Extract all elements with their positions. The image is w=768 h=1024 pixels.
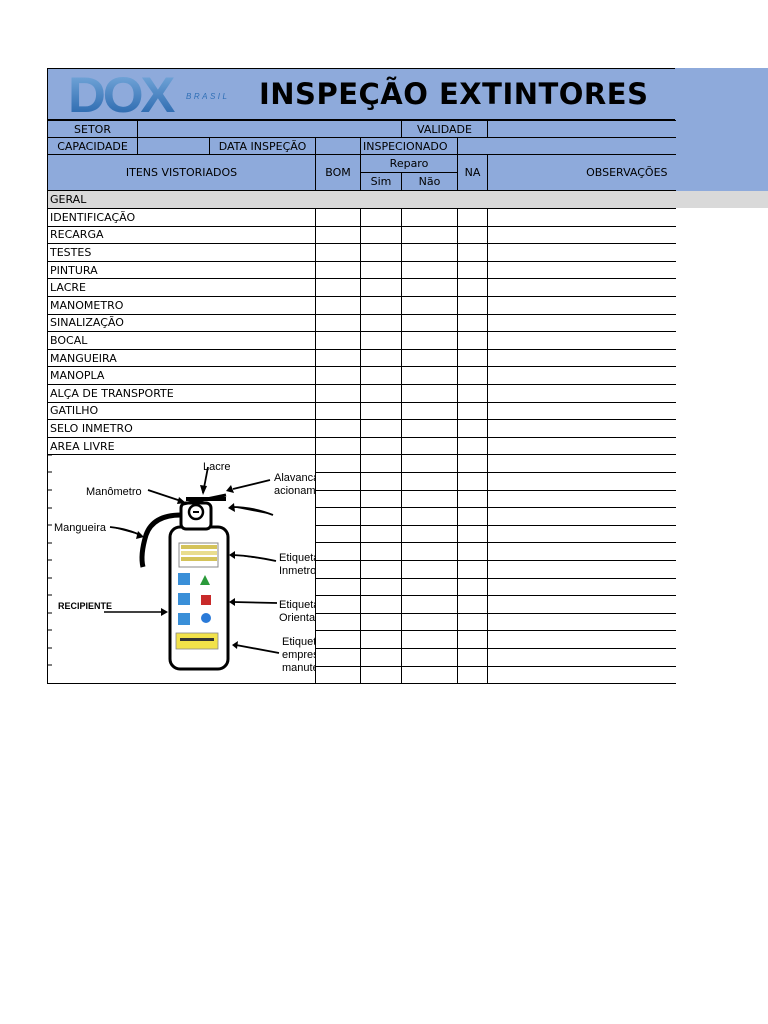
reparo-nao-cell[interactable] <box>402 261 458 279</box>
table-row <box>48 209 676 227</box>
na-cell[interactable] <box>458 279 488 297</box>
bom-cell[interactable] <box>316 613 361 631</box>
section-band-extension <box>675 191 768 208</box>
inspecionado-label: INSPECIONADO <box>361 138 458 155</box>
reparo-nao-cell[interactable] <box>402 226 458 244</box>
reparo-nao-cell[interactable] <box>402 314 458 332</box>
table-row <box>48 261 676 279</box>
reparo-nao-cell[interactable] <box>402 490 458 508</box>
validade-label: VALIDADE <box>402 121 488 138</box>
observacoes-cell[interactable] <box>488 297 676 315</box>
reparo-nao-cell[interactable] <box>402 209 458 227</box>
form-fields <box>47 120 676 191</box>
setor-label: SETOR <box>48 121 138 138</box>
reparo-nao-cell[interactable] <box>402 596 458 614</box>
col-header-sim: Sim <box>361 173 402 191</box>
bom-cell[interactable] <box>316 490 361 508</box>
table-row <box>48 455 676 473</box>
reparo-nao-cell[interactable] <box>402 402 458 420</box>
col-header-na: NA <box>458 155 488 191</box>
reparo-sim-cell[interactable] <box>361 349 402 367</box>
section-label: GERAL <box>48 191 676 209</box>
bom-cell[interactable] <box>316 385 361 403</box>
observacoes-cell[interactable] <box>488 209 676 227</box>
label-etiqueta-emp-2: empresa de <box>282 649 341 662</box>
col-header-nao: Não <box>402 173 458 191</box>
bom-cell[interactable] <box>316 473 361 491</box>
setor-field[interactable] <box>138 121 402 138</box>
reparo-nao-cell[interactable] <box>402 613 458 631</box>
observacoes-cell[interactable] <box>488 543 676 561</box>
observacoes-cell[interactable] <box>488 420 676 438</box>
label-recipiente: RECIPIENTE <box>58 601 113 612</box>
na-cell[interactable] <box>458 385 488 403</box>
item-name: RECARGA <box>48 226 316 244</box>
label-alavanca-1: Alavanca de <box>274 472 335 485</box>
header-band-extension <box>675 68 768 191</box>
item-name: AREA LIVRE <box>48 437 316 455</box>
data-inspecao-field[interactable] <box>316 138 361 155</box>
observacoes-cell[interactable] <box>488 349 676 367</box>
label-lacre: Lacre <box>203 461 231 474</box>
bom-cell[interactable] <box>316 244 361 262</box>
reparo-nao-cell[interactable] <box>402 508 458 526</box>
item-name: SELO INMETRO <box>48 420 316 438</box>
reparo-nao-cell[interactable] <box>402 543 458 561</box>
bom-cell[interactable] <box>316 402 361 420</box>
na-cell[interactable] <box>458 314 488 332</box>
reparo-nao-cell[interactable] <box>402 473 458 491</box>
table-row <box>48 402 676 420</box>
col-header-bom: BOM <box>316 155 361 191</box>
reparo-nao-cell[interactable] <box>402 437 458 455</box>
data-inspecao-label: DATA INSPEÇÃO <box>210 138 316 155</box>
label-alavanca-2: acionamento <box>274 485 337 498</box>
bom-cell[interactable] <box>316 314 361 332</box>
table-row <box>48 367 676 385</box>
label-mangueira: Mangueira <box>54 522 106 535</box>
extinguisher-diagram <box>48 455 343 683</box>
reparo-sim-cell[interactable] <box>361 420 402 438</box>
page-title: INSPEÇÃO EXTINTORES <box>259 77 649 111</box>
reparo-sim-cell[interactable] <box>361 473 402 491</box>
bom-cell[interactable] <box>316 437 361 455</box>
na-cell[interactable] <box>458 437 488 455</box>
bom-cell[interactable] <box>316 297 361 315</box>
inspecionado-field[interactable] <box>458 138 676 155</box>
item-name: MANOMETRO <box>48 297 316 315</box>
na-cell[interactable] <box>458 226 488 244</box>
reparo-nao-cell[interactable] <box>402 385 458 403</box>
bom-cell[interactable] <box>316 596 361 614</box>
item-name: ALÇA DE TRANSPORTE <box>48 385 316 403</box>
reparo-nao-cell[interactable] <box>402 244 458 262</box>
reparo-nao-cell[interactable] <box>402 560 458 578</box>
section-row <box>48 191 676 209</box>
na-cell[interactable] <box>458 349 488 367</box>
item-name: PINTURA <box>48 261 316 279</box>
item-name: LACRE <box>48 279 316 297</box>
reparo-nao-cell[interactable] <box>402 578 458 596</box>
item-name: MANOPLA <box>48 367 316 385</box>
na-cell[interactable] <box>458 402 488 420</box>
na-cell[interactable] <box>458 666 488 684</box>
reparo-sim-cell[interactable] <box>361 455 402 473</box>
na-cell[interactable] <box>458 560 488 578</box>
inspection-sheet <box>47 68 675 684</box>
extinguisher-diagram-cell <box>48 455 343 684</box>
label-etiqueta-emp-3: manutenção <box>282 662 343 675</box>
table-row <box>48 297 676 315</box>
col-header-observacoes: OBSERVAÇÕES <box>488 155 676 191</box>
reparo-sim-cell[interactable] <box>361 367 402 385</box>
observacoes-cell[interactable] <box>488 648 676 666</box>
na-cell[interactable] <box>458 261 488 279</box>
observacoes-cell[interactable] <box>488 367 676 385</box>
reparo-sim-cell[interactable] <box>361 385 402 403</box>
item-name: BOCAL <box>48 332 316 350</box>
reparo-sim-cell[interactable] <box>361 490 402 508</box>
table-row <box>48 420 676 438</box>
reparo-nao-cell[interactable] <box>402 666 458 684</box>
logo-wordmark: DOX <box>68 72 173 118</box>
bom-cell[interactable] <box>316 261 361 279</box>
reparo-nao-cell[interactable] <box>402 525 458 543</box>
observacoes-cell[interactable] <box>488 525 676 543</box>
observacoes-cell[interactable] <box>488 402 676 420</box>
reparo-sim-cell[interactable] <box>361 437 402 455</box>
observacoes-cell[interactable] <box>488 226 676 244</box>
observacoes-cell[interactable] <box>488 261 676 279</box>
na-cell[interactable] <box>458 613 488 631</box>
na-cell[interactable] <box>458 244 488 262</box>
label-etiqueta-inmetro-2: Inmetro <box>279 565 317 578</box>
form-header <box>47 68 675 120</box>
observacoes-cell[interactable] <box>488 613 676 631</box>
reparo-sim-cell[interactable] <box>361 543 402 561</box>
table-row <box>48 385 676 403</box>
table-row <box>48 349 676 367</box>
col-header-reparo: Reparo <box>361 155 458 173</box>
na-cell[interactable] <box>458 209 488 227</box>
label-etiqueta-inmetro-1: Etiqueta do <box>279 552 335 565</box>
bom-cell[interactable] <box>316 525 361 543</box>
observacoes-cell[interactable] <box>488 244 676 262</box>
bom-cell[interactable] <box>316 226 361 244</box>
col-header-itens: ITENS VISTORIADOS <box>48 155 316 191</box>
reparo-sim-cell[interactable] <box>361 525 402 543</box>
reparo-nao-cell[interactable] <box>402 455 458 473</box>
capacidade-field[interactable] <box>138 138 210 155</box>
bom-cell[interactable] <box>316 666 361 684</box>
observacoes-cell[interactable] <box>488 437 676 455</box>
reparo-sim-cell[interactable] <box>361 508 402 526</box>
table-row <box>48 226 676 244</box>
items-table <box>47 191 676 684</box>
table-row <box>48 244 676 262</box>
observacoes-cell[interactable] <box>488 560 676 578</box>
reparo-sim-cell[interactable] <box>361 244 402 262</box>
label-etiqueta-orient-1: Etiqueta de <box>279 599 335 612</box>
label-etiqueta-orient-2: Orientação <box>279 612 333 625</box>
na-cell[interactable] <box>458 525 488 543</box>
bom-cell[interactable] <box>316 631 361 649</box>
reparo-sim-cell[interactable] <box>361 279 402 297</box>
logo-subtitle: BRASIL <box>186 92 230 101</box>
reparo-sim-cell[interactable] <box>361 648 402 666</box>
bom-cell[interactable] <box>316 455 361 473</box>
reparo-nao-cell[interactable] <box>402 648 458 666</box>
table-row <box>48 279 676 297</box>
table-row <box>48 437 676 455</box>
observacoes-cell[interactable] <box>488 666 676 684</box>
reparo-sim-cell[interactable] <box>361 613 402 631</box>
bom-cell[interactable] <box>316 560 361 578</box>
na-cell[interactable] <box>458 420 488 438</box>
na-cell[interactable] <box>458 367 488 385</box>
na-cell[interactable] <box>458 297 488 315</box>
table-row <box>48 314 676 332</box>
na-cell[interactable] <box>458 508 488 526</box>
validade-field[interactable] <box>488 121 676 138</box>
reparo-nao-cell[interactable] <box>402 631 458 649</box>
observacoes-cell[interactable] <box>488 490 676 508</box>
na-cell[interactable] <box>458 596 488 614</box>
reparo-sim-cell[interactable] <box>361 261 402 279</box>
reparo-nao-cell[interactable] <box>402 367 458 385</box>
bom-cell[interactable] <box>316 508 361 526</box>
label-etiqueta-emp-1: Etiqueta da <box>282 636 338 649</box>
reparo-sim-cell[interactable] <box>361 631 402 649</box>
reparo-sim-cell[interactable] <box>361 666 402 684</box>
reparo-nao-cell[interactable] <box>402 279 458 297</box>
item-name: GATILHO <box>48 402 316 420</box>
observacoes-cell[interactable] <box>488 473 676 491</box>
item-name: IDENTIFICAÇÃO <box>48 209 316 227</box>
reparo-nao-cell[interactable] <box>402 332 458 350</box>
reparo-sim-cell[interactable] <box>361 332 402 350</box>
bom-cell[interactable] <box>316 349 361 367</box>
observacoes-cell[interactable] <box>488 385 676 403</box>
na-cell[interactable] <box>458 543 488 561</box>
bom-cell[interactable] <box>316 543 361 561</box>
table-row <box>48 332 676 350</box>
observacoes-cell[interactable] <box>488 596 676 614</box>
observacoes-cell[interactable] <box>488 578 676 596</box>
bom-cell[interactable] <box>316 367 361 385</box>
bom-cell[interactable] <box>316 578 361 596</box>
item-name: MANGUEIRA <box>48 349 316 367</box>
bom-cell[interactable] <box>316 279 361 297</box>
label-manometro: Manômetro <box>86 486 142 499</box>
dox-brasil-logo <box>68 72 243 118</box>
reparo-nao-cell[interactable] <box>402 297 458 315</box>
na-cell[interactable] <box>458 578 488 596</box>
na-cell[interactable] <box>458 631 488 649</box>
bom-cell[interactable] <box>316 648 361 666</box>
reparo-nao-cell[interactable] <box>402 420 458 438</box>
bom-cell[interactable] <box>316 209 361 227</box>
na-cell[interactable] <box>458 332 488 350</box>
reparo-sim-cell[interactable] <box>361 297 402 315</box>
reparo-sim-cell[interactable] <box>361 209 402 227</box>
observacoes-cell[interactable] <box>488 455 676 473</box>
reparo-sim-cell[interactable] <box>361 226 402 244</box>
reparo-sim-cell[interactable] <box>361 314 402 332</box>
bom-cell[interactable] <box>316 332 361 350</box>
item-name: TESTES <box>48 244 316 262</box>
reparo-sim-cell[interactable] <box>361 402 402 420</box>
na-cell[interactable] <box>458 490 488 508</box>
na-cell[interactable] <box>458 473 488 491</box>
reparo-sim-cell[interactable] <box>361 578 402 596</box>
reparo-nao-cell[interactable] <box>402 349 458 367</box>
bom-cell[interactable] <box>316 420 361 438</box>
observacoes-cell[interactable] <box>488 631 676 649</box>
na-cell[interactable] <box>458 648 488 666</box>
capacidade-label: CAPACIDADE <box>48 138 138 155</box>
na-cell[interactable] <box>458 455 488 473</box>
item-name: SINALIZAÇÃO <box>48 314 316 332</box>
reparo-sim-cell[interactable] <box>361 560 402 578</box>
reparo-sim-cell[interactable] <box>361 596 402 614</box>
observacoes-cell[interactable] <box>488 508 676 526</box>
observacoes-cell[interactable] <box>488 332 676 350</box>
observacoes-cell[interactable] <box>488 314 676 332</box>
observacoes-cell[interactable] <box>488 279 676 297</box>
